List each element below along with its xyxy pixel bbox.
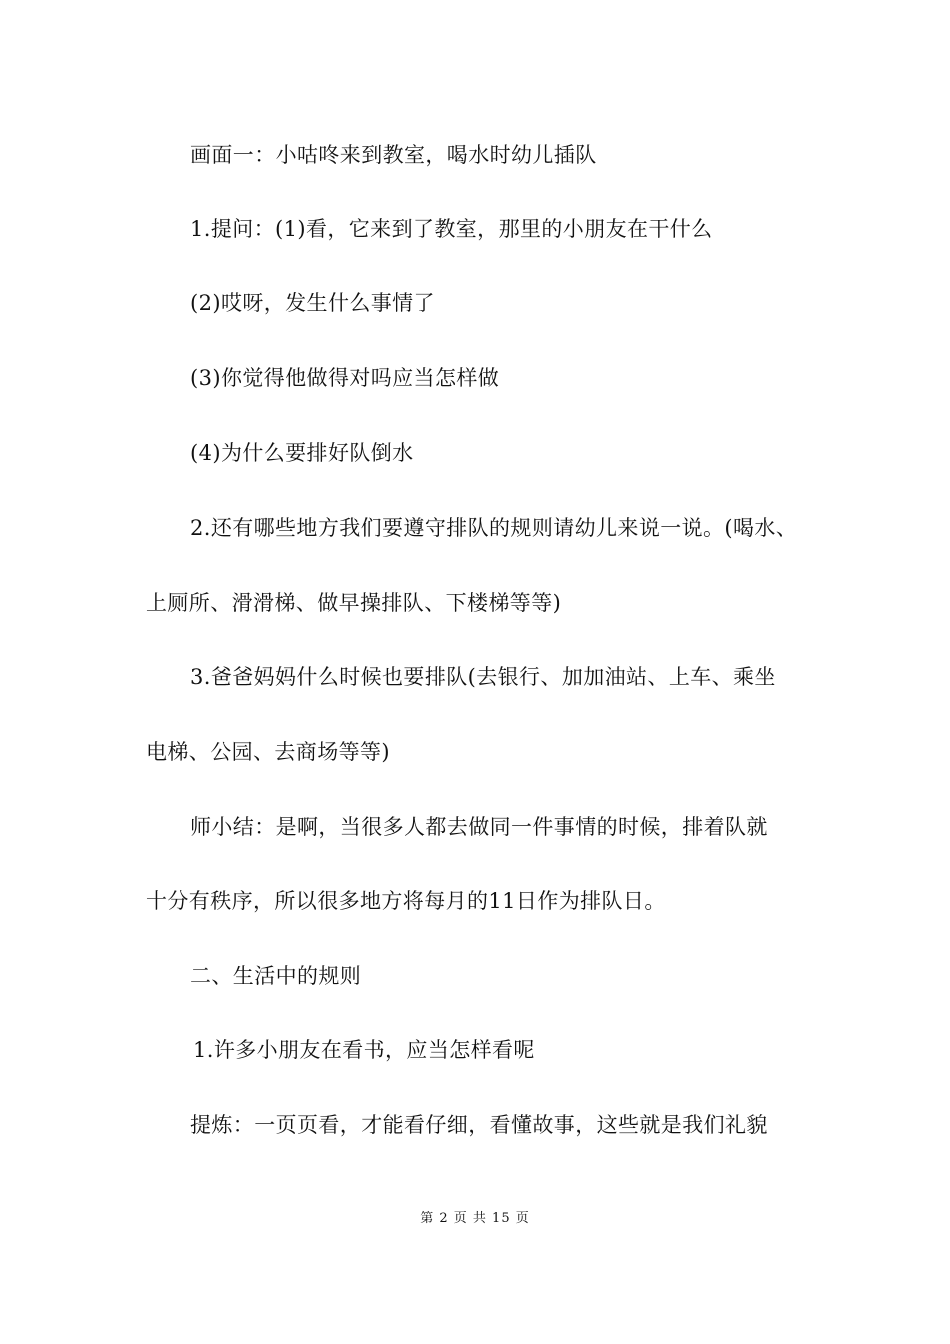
page-number-footer: 第 2 页 共 15 页 [420,1211,530,1226]
paragraph-line: 1.提问：(1)看，它来到了教室，那里的小朋友在干什么 [190,217,713,241]
paragraph-line: 提炼：一页页看，才能看仔细，看懂故事，这些就是我们礼貌 [190,1113,768,1137]
paragraph-line: (3)你觉得他做得对吗应当怎样做 [190,366,500,390]
paragraph-line: 3.爸爸妈妈什么时候也要排队(去银行、加加油站、上车、乘坐 [190,665,776,689]
paragraph-line: 2.还有哪些地方我们要遵守排队的规则请幼儿来说一说。(喝水、 [190,516,798,540]
paragraph-line: (2)哎呀，发生什么事情了 [190,291,435,315]
section-heading: 二、生活中的规则 [190,964,362,988]
paragraph-line: (4)为什么要排好队倒水 [190,441,414,465]
paragraph-line: 师小结：是啊，当很多人都去做同一件事情的时候，排着队就 [190,815,768,839]
paragraph-line: 电梯、公园、去商场等等) [146,740,390,764]
paragraph-line: 1.许多小朋友在看书，应当怎样看呢 [193,1038,535,1062]
paragraph-line: 上厕所、滑滑梯、做早操排队、下楼梯等等) [146,591,562,615]
paragraph-line: 十分有秩序，所以很多地方将每月的11日作为排队日。 [146,889,666,913]
paragraph-line: 画面一：小咕咚来到教室，喝水时幼儿插队 [190,143,597,167]
